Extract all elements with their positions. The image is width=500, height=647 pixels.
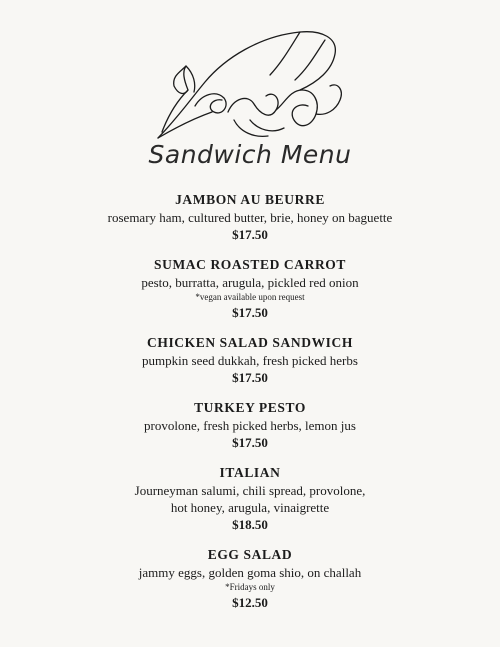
menu-item — [0, 333, 500, 386]
item-name: EGG SALAD — [207, 547, 293, 562]
menu-title: Sandwich Menu — [148, 140, 352, 169]
item-note: *Fridays only — [225, 582, 275, 592]
item-description: pumpkin seed dukkah, fresh picked herbs — [142, 353, 358, 368]
item-price: $18.50 — [232, 517, 268, 532]
item-description: pesto, burratta, arugula, pickled red onion — [141, 275, 359, 290]
item-price: $17.50 — [232, 305, 268, 320]
item-description: rosemary ham, cultured butter, brie, honey on baguette — [107, 210, 393, 225]
item-name: ITALIAN — [219, 465, 281, 480]
menu-item — [0, 545, 500, 611]
item-description: hot honey, arugula, vinaigrette — [170, 500, 330, 515]
menu-item — [0, 190, 500, 243]
item-note: *vegan available upon request — [195, 292, 305, 302]
feather-logo-icon — [150, 20, 350, 145]
item-description: provolone, fresh picked herbs, lemon jus — [144, 418, 356, 433]
menu-item — [0, 398, 500, 451]
item-price: $17.50 — [232, 435, 268, 450]
item-price: $17.50 — [232, 370, 268, 385]
item-name: SUMAC ROASTED CARROT — [153, 257, 346, 272]
item-description: Journeyman salumi, chili spread, provolone, — [134, 483, 366, 498]
item-name: TURKEY PESTO — [194, 400, 306, 415]
menu-item — [0, 255, 500, 321]
menu-items — [0, 190, 500, 623]
item-price: $12.50 — [232, 595, 268, 610]
item-name: CHICKEN SALAD SANDWICH — [147, 335, 353, 350]
item-price: $17.50 — [232, 227, 268, 242]
menu-item — [0, 463, 500, 533]
item-description: jammy eggs, golden goma shio, on challah — [138, 565, 362, 580]
item-name: JAMBON AU BEURRE — [175, 192, 325, 207]
